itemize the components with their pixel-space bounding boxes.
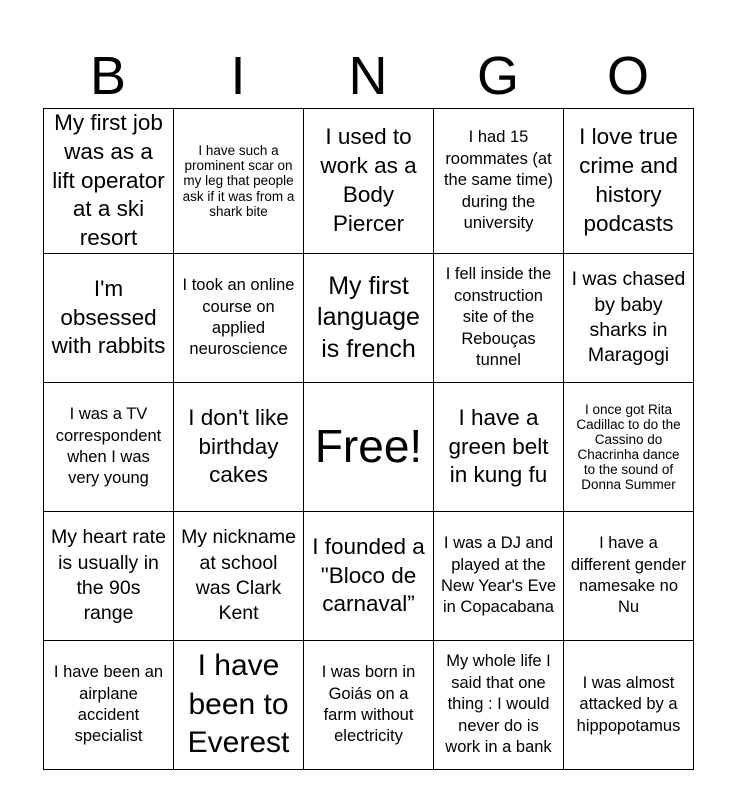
bingo-cell[interactable]: My heart rate is usually in the 90s range xyxy=(44,511,174,640)
bingo-cell[interactable]: I used to work as a Body Piercer xyxy=(304,109,434,254)
header-letter-o: O xyxy=(606,46,649,106)
bingo-cell[interactable]: I have a different gender namesake no Nu xyxy=(564,511,694,640)
bingo-cell[interactable]: I have a green belt in kung fu xyxy=(434,382,564,511)
header-letter-i: I xyxy=(230,46,246,106)
bingo-cell[interactable]: I took an online course on applied neuroscience xyxy=(174,253,304,382)
board-row xyxy=(44,253,694,382)
bingo-cell[interactable]: My first job was as a lift operator at a ski resort xyxy=(44,109,174,254)
bingo-cell[interactable]: I have such a prominent scar on my leg that people ask if it was from a shark bite xyxy=(174,109,304,254)
bingo-cell[interactable]: My first language is french xyxy=(304,253,434,382)
bingo-cell[interactable]: I love true crime and history podcasts xyxy=(564,109,694,254)
bingo-cell[interactable]: My whole life I said that one thing : I would never do is work in a bank xyxy=(434,640,564,769)
bingo-cell[interactable]: I once got Rita Cadillac to do the Cassino do Chacrinha dance to the sound of Donna Summer xyxy=(564,382,694,511)
bingo-cell[interactable]: I was almost attacked by a hippopotamus xyxy=(564,640,694,769)
board-row xyxy=(44,109,694,254)
bingo-cell[interactable]: I was born in Goiás on a farm without electricity xyxy=(304,640,434,769)
board-row xyxy=(44,382,694,511)
bingo-cell[interactable]: I was a DJ and played at the New Year's Eve in Copacabana xyxy=(434,511,564,640)
header-letter-g: G xyxy=(476,46,519,106)
header-letter-b: B xyxy=(89,46,127,106)
bingo-board xyxy=(43,108,694,770)
bingo-header xyxy=(43,44,693,108)
bingo-cell[interactable]: I have been to Everest xyxy=(174,640,304,769)
bingo-cell[interactable]: I fell inside the construction site of the Rebouças tunnel xyxy=(434,253,564,382)
board-row xyxy=(44,640,694,769)
bingo-cell[interactable]: I was chased by baby sharks in Maragogi xyxy=(564,253,694,382)
bingo-cell[interactable]: I don't like birthday cakes xyxy=(174,382,304,511)
bingo-cell[interactable]: I have been an airplane accident specialist xyxy=(44,640,174,769)
bingo-cell[interactable]: I'm obsessed with rabbits xyxy=(44,253,174,382)
free-space[interactable]: Free! xyxy=(304,382,434,511)
bingo-cell[interactable]: I had 15 roommates (at the same time) during the university xyxy=(434,109,564,254)
bingo-cell[interactable]: My nickname at school was Clark Kent xyxy=(174,511,304,640)
bingo-cell[interactable]: I was a TV correspondent when I was very young xyxy=(44,382,174,511)
board-row xyxy=(44,511,694,640)
header-letter-n: N xyxy=(348,46,388,106)
bingo-cell[interactable]: I founded a "Bloco de carnaval” xyxy=(304,511,434,640)
